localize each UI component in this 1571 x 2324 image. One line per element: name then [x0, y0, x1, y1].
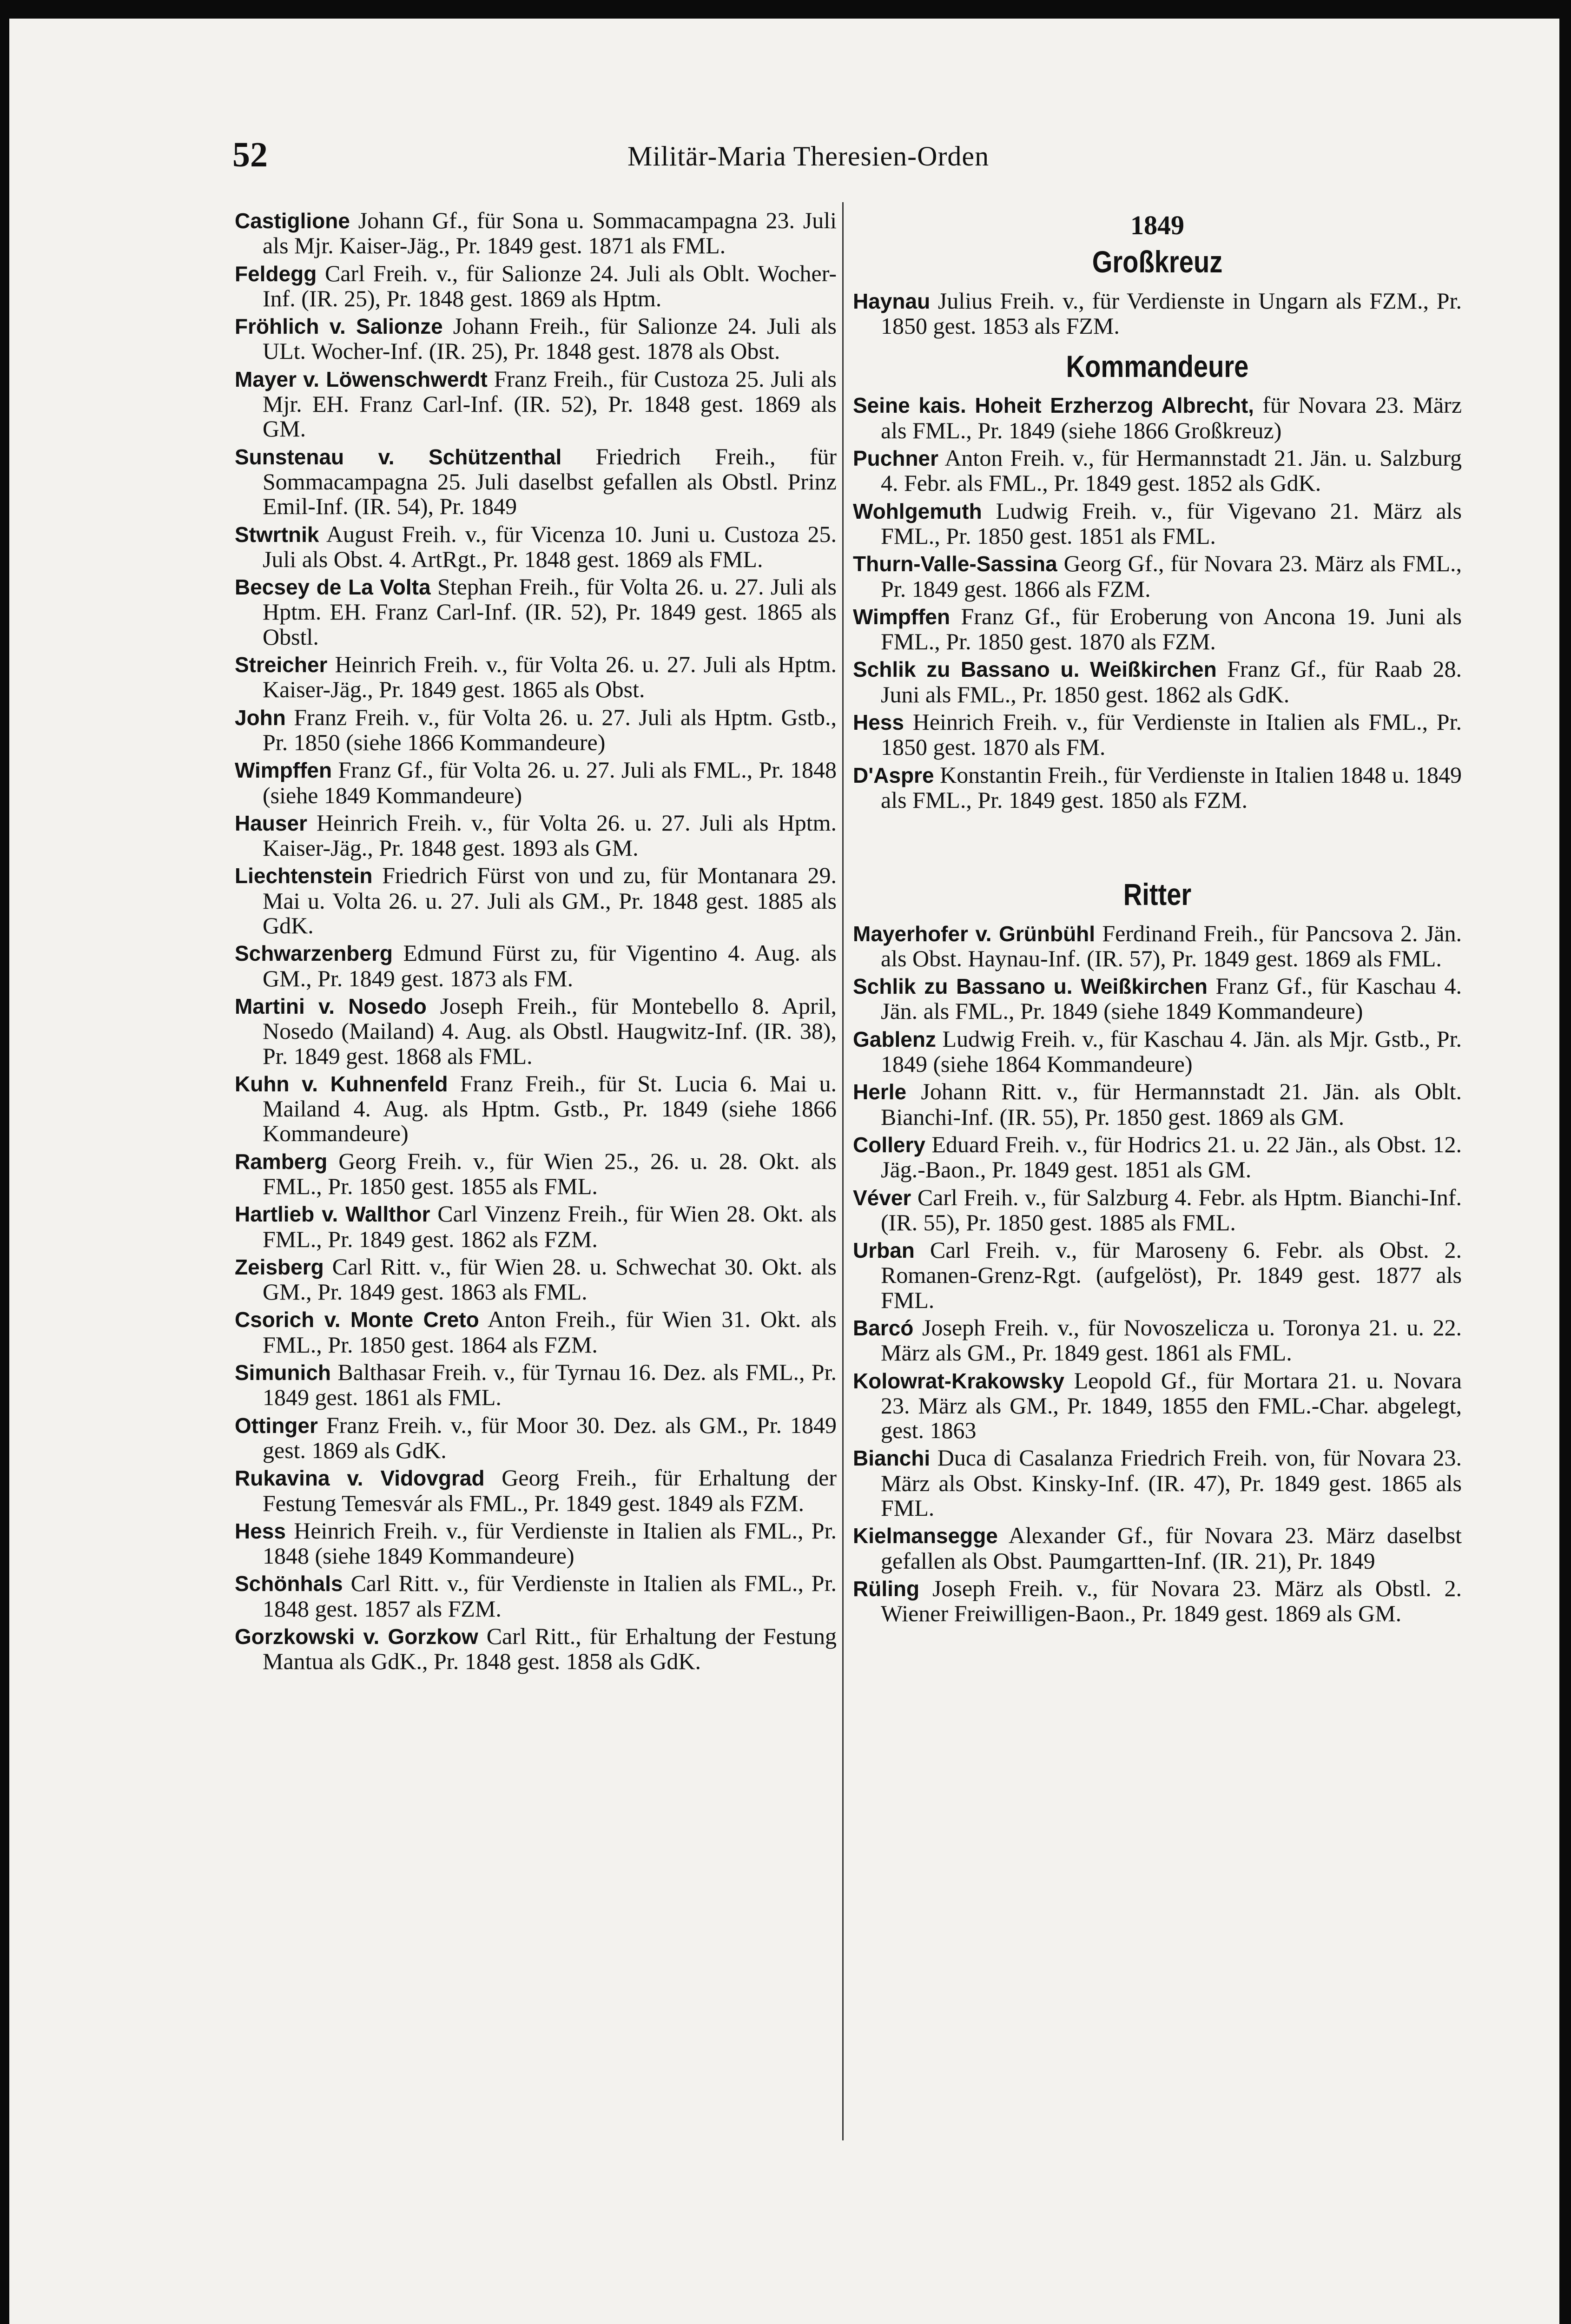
- entry-name: Kielmansegge: [853, 1524, 998, 1548]
- list-item: [235, 261, 837, 311]
- page-number: 52: [232, 135, 268, 174]
- entry-name: Schwarzenberg: [235, 941, 393, 966]
- entry-text: Ludwig Freih. v., für Kaschau 4. Jän. als Mjr. Gstb., Pr. 1849 (siehe 1864 Kommandeure): [881, 1025, 1462, 1077]
- column-divider: [842, 202, 844, 2140]
- list-item: [235, 1571, 837, 1621]
- entry-name: Collery: [853, 1132, 925, 1157]
- list-item: [853, 1368, 1462, 1443]
- entry-text: Johann Ritt. v., für Hermannstadt 21. Jän. als Oblt. Bianchi-Inf. (IR. 55), Pr. 1850 gest. 1869 als GM.: [881, 1078, 1462, 1130]
- list-item: [853, 974, 1462, 1024]
- list-item: [853, 446, 1462, 496]
- list-item: [235, 1519, 837, 1569]
- entry-name: Fröhlich v. Salionze: [235, 314, 443, 339]
- list-item: [853, 1576, 1462, 1626]
- running-title: Militär-Maria Theresien-Orden: [627, 141, 990, 172]
- list-item: [235, 1149, 837, 1199]
- entry-name: Barcó: [853, 1315, 914, 1340]
- section-heading-kommandeure: Kommandeure: [1066, 349, 1249, 384]
- entry-text: Carl Ritt. v., für Wien 28. u. Schwechat 30. Okt. als GM., Pr. 1849 gest. 1863 als FML.: [263, 1253, 837, 1305]
- entry-text: Ludwig Freih. v., für Vigevano 21. März als FML., Pr. 1850 gest. 1851 als FML.: [881, 497, 1462, 549]
- entry-text: Duca di Casalanza Friedrich Freih. von, für Novara 23. März als Obst. Kinsky-Inf. (IR. 47), Pr. 1849 gest. 1865 als FML.: [881, 1445, 1462, 1521]
- entry-name: Gablenz: [853, 1027, 936, 1051]
- list-item: [235, 1624, 837, 1674]
- entry-text: Joseph Freih. v., für Novara 23. März als Obstl. 2. Wiener Freiwilligen-Baon., Pr. 1849 gest. 1869 als GM.: [881, 1575, 1462, 1627]
- entry-text: Anton Freih., für Wien 31. Okt. als FML., Pr. 1850 gest. 1864 als FZM.: [263, 1306, 837, 1358]
- entry-name: Simunich: [235, 1360, 331, 1385]
- list-item: [235, 444, 837, 519]
- entry-text: Anton Freih. v., für Hermannstadt 21. Jän. u. Salzburg 4. Febr. als FML., Pr. 1849 gest. 1852 als GdK.: [881, 445, 1462, 496]
- entry-name: Bianchi: [853, 1446, 931, 1471]
- entry-name: Kolowrat-Krakowsky: [853, 1368, 1065, 1393]
- list-item: [235, 367, 837, 442]
- list-item: [235, 208, 837, 258]
- list-item: [235, 863, 837, 938]
- entry-name: Ramberg: [235, 1149, 328, 1174]
- entry-text: Johann Gf., für Sona u. Sommacampagna 23. Juli als Mjr. Kaiser-Jäg., Pr. 1849 gest. 1871 als FML.: [263, 207, 837, 259]
- entry-text: Carl Ritt. v., für Verdienste in Italien als FML., Pr. 1848 gest. 1857 als FZM.: [263, 1570, 837, 1622]
- entry-text: Franz Freih. v., für Volta 26. u. 27. Juli als Hptm. Gstb., Pr. 1850 (siehe 1866 Kommandeure): [263, 704, 837, 755]
- entry-name: Streicher: [235, 653, 328, 677]
- entry-name: Véver: [853, 1185, 911, 1210]
- year-heading: 1849: [1130, 210, 1184, 240]
- right-column: [853, 208, 1462, 1629]
- book-page: [9, 19, 1559, 2324]
- entry-name: Martini v. Nosedo: [235, 994, 427, 1018]
- entry-name: Wimpffen: [853, 604, 951, 629]
- list-item: [235, 758, 837, 808]
- list-item: [235, 1202, 837, 1252]
- entry-name: Schlik zu Bassano u. Weißkirchen: [853, 657, 1217, 682]
- entry-text: Georg Gf., für Novara 23. März als FML., Pr. 1849 gest. 1866 als FZM.: [881, 550, 1462, 602]
- list-item: [235, 705, 837, 755]
- list-item: [853, 499, 1462, 549]
- entry-text: Johann Freih., für Salionze 24. Juli als ULt. Wocher-Inf. (IR. 25), Pr. 1848 gest. 1878 als Obst.: [263, 313, 837, 364]
- list-item: [853, 657, 1462, 707]
- entry-name: Schlik zu Bassano u. Weißkirchen: [853, 974, 1208, 999]
- entry-text: Carl Freih. v., für Salionze 24. Juli als Oblt. Wocher-Inf. (IR. 25), Pr. 1848 gest. 1869 als Hptm.: [263, 260, 837, 311]
- entry-name: Mayer v. Löwenschwerdt: [235, 367, 488, 391]
- list-item: [235, 522, 837, 572]
- entry-name: Csorich v. Monte Creto: [235, 1307, 479, 1332]
- list-item: [853, 1446, 1462, 1520]
- entry-name: Liechtenstein: [235, 864, 373, 888]
- list-item: [853, 551, 1462, 601]
- list-item: [853, 1185, 1462, 1235]
- kommandeure-list: [853, 393, 1462, 812]
- entry-name: Thurn-Valle-Sassina: [853, 552, 1057, 576]
- entry-text: Carl Freih. v., für Maroseny 6. Febr. als Obst. 2. Romanen-Grenz-Rgt. (aufgelöst), Pr. 1849 gest. 1877 als FML.: [881, 1237, 1462, 1313]
- entry-text: Alexander Gf., für Novara 23. März daselbst gefallen als Obst. Paumgartten-Inf. (IR. 21), Pr. 1849: [881, 1522, 1462, 1574]
- list-item: [853, 289, 1462, 339]
- entry-name: Kuhn v. Kuhnenfeld: [235, 1071, 448, 1096]
- list-item: [235, 1307, 837, 1357]
- entry-text: Carl Vinzenz Freih., für Wien 28. Okt. als FML., Pr. 1849 gest. 1862 als FZM.: [263, 1201, 837, 1252]
- entry-text: Franz Freih., für St. Lucia 6. Mai u. Mailand 4. Aug. als Hptm. Gstb., Pr. 1849 (siehe 1866 Kommandeure): [263, 1070, 837, 1147]
- grosskreuz-list: [853, 289, 1462, 339]
- entry-text: Franz Gf., für Kaschau 4. Jän. als FML., Pr. 1849 (siehe 1849 Kommandeure): [881, 973, 1462, 1024]
- entry-text: Joseph Freih. v., für Novoszelicza u. Toronya 21. u. 22. März als GM., Pr. 1849 gest. 1861 als FML.: [881, 1314, 1462, 1366]
- list-item: [235, 652, 837, 702]
- entry-text: Georg Freih., für Erhaltung der Festung Temesvár als FML., Pr. 1849 gest. 1849 als FZM.: [263, 1465, 837, 1516]
- entry-text: August Freih. v., für Vicenza 10. Juni u. Custoza 25. Juli als Obst. 4. ArtRgt., Pr. 1848 gest. 1869 als FML.: [263, 521, 837, 572]
- entry-text: Stephan Freih., für Volta 26. u. 27. Juli als Hptm. EH. Franz Carl-Inf. (IR. 52), Pr. 1849 gest. 1865 als Obstl.: [263, 574, 837, 650]
- list-item: [235, 1254, 837, 1305]
- entry-name: Ottinger: [235, 1413, 318, 1438]
- entry-name: Herle: [853, 1080, 907, 1104]
- entry-text: Franz Gf., für Raab 28. Juni als FML., Pr. 1850 gest. 1862 als GdK.: [881, 656, 1462, 707]
- entry-name: Hess: [235, 1519, 286, 1543]
- list-item: [235, 574, 837, 649]
- section-heading-grosskreuz: Großkreuz: [1092, 244, 1223, 279]
- entry-text: Joseph Freih., für Montebello 8. April, Nosedo (Mailand) 4. Aug. als Obstl. Haugwitz-Inf. (IR. 38), Pr. 1849 gest. 1868 als FML.: [263, 992, 837, 1069]
- list-item: [235, 994, 837, 1069]
- entry-text: Friedrich Freih., für Sommacampagna 25. Juli daselbst gefallen als Obstl. Prinz Emil-Inf. (IR. 54), Pr. 1849: [263, 443, 837, 520]
- entry-name: Mayerhofer v. Grünbühl: [853, 921, 1096, 946]
- left-column: [235, 208, 837, 1677]
- list-item: [853, 1238, 1462, 1313]
- entry-name: Gorzkowski v. Gorzkow: [235, 1624, 478, 1649]
- entry-name: Becsey de La Volta: [235, 575, 431, 600]
- entry-name: Haynau: [853, 289, 931, 313]
- entry-name: John: [235, 705, 286, 730]
- entry-name: Wimpffen: [235, 758, 332, 783]
- section-heading-ritter: Ritter: [1123, 877, 1192, 912]
- list-item: [853, 1523, 1462, 1573]
- entry-name: Urban: [853, 1238, 915, 1263]
- entry-name: Hauser: [235, 811, 307, 835]
- entry-text: Georg Freih. v., für Wien 25., 26. u. 28. Okt. als FML., Pr. 1850 gest. 1855 als FML.: [263, 1148, 837, 1199]
- entry-name: Puchner: [853, 446, 939, 471]
- entry-name: Wohlgemuth: [853, 499, 982, 523]
- entry-text: Franz Gf., für Eroberung von Ancona 19. Juni als FML., Pr. 1850 gest. 1870 als FZM.: [881, 603, 1462, 655]
- list-item: [853, 393, 1462, 443]
- entry-name: Seine kais. Hoheit Erzherzog Albrecht,: [853, 393, 1254, 418]
- entry-text: Franz Freih., für Custoza 25. Juli als Mjr. EH. Franz Carl-Inf. (IR. 52), Pr. 1848 gest. 1869 als GM.: [263, 365, 837, 442]
- ritter-list: [853, 921, 1462, 1626]
- entry-text: Heinrich Freih. v., für Verdienste in Italien als FML., Pr. 1848 (siehe 1849 Kommandeure): [263, 1517, 837, 1569]
- list-item: [235, 1071, 837, 1146]
- list-item: [853, 1315, 1462, 1366]
- entry-name: Rüling: [853, 1576, 920, 1601]
- list-item: [853, 921, 1462, 971]
- entry-name: Hess: [853, 710, 904, 735]
- entry-text: Konstantin Freih., für Verdienste in Italien 1848 u. 1849 als FML., Pr. 1849 gest. 1850 als FZM.: [881, 761, 1462, 813]
- entry-text: Heinrich Freih. v., für Volta 26. u. 27. Juli als Hptm. Kaiser-Jäg., Pr. 1848 gest. 1893 als GM.: [263, 809, 837, 861]
- entry-text: Eduard Freih. v., für Hodrics 21. u. 22 Jän., als Obst. 12. Jäg.-Baon., Pr. 1849 gest. 1851 als GM.: [881, 1131, 1462, 1183]
- list-item: [853, 1079, 1462, 1129]
- entry-name: Rukavina v. Vidovgrad: [235, 1466, 485, 1491]
- entry-name: Stwrtnik: [235, 522, 319, 547]
- entry-text: Franz Freih. v., für Moor 30. Dez. als GM., Pr. 1849 gest. 1869 als GdK.: [263, 1412, 837, 1463]
- entry-text: Carl Freih. v., für Salzburg 4. Febr. als Hptm. Bianchi-Inf. (IR. 55), Pr. 1850 gest. 1885 als FML.: [881, 1184, 1462, 1235]
- entry-text: Carl Ritt., für Erhaltung der Festung Mantua als GdK., Pr. 1848 gest. 1858 als GdK.: [263, 1623, 837, 1675]
- entry-text: Edmund Fürst zu, für Vigentino 4. Aug. als GM., Pr. 1849 gest. 1873 als FM.: [263, 940, 837, 991]
- list-item: [235, 314, 837, 364]
- entry-text: Balthasar Freih. v., für Tyrnau 16. Dez. als FML., Pr. 1849 gest. 1861 als FML.: [263, 1359, 837, 1411]
- list-item: [235, 1413, 837, 1463]
- list-item: [235, 1466, 837, 1516]
- entry-text: Heinrich Freih. v., für Volta 26. u. 27. Juli als Hptm. Kaiser-Jäg., Pr. 1849 gest. 1865 als Obst.: [263, 651, 837, 703]
- list-item: [853, 763, 1462, 813]
- entry-name: Sunstenau v. Schützenthal: [235, 444, 562, 469]
- entry-name: Castiglione: [235, 209, 350, 233]
- entry-name: Schönhals: [235, 1571, 343, 1596]
- entry-name: Feldegg: [235, 261, 317, 286]
- list-item: [853, 1027, 1462, 1077]
- entry-text: für Novara 23. März als FML., Pr. 1849 (siehe 1866 Großkreuz): [881, 392, 1462, 443]
- list-item: [235, 1360, 837, 1410]
- entry-name: D'Aspre: [853, 763, 934, 787]
- section-spacer: [853, 815, 1462, 866]
- entry-text: Franz Gf., für Volta 26. u. 27. Juli als FML., Pr. 1848 (siehe 1849 Kommandeure): [263, 757, 837, 808]
- list-item: [235, 941, 837, 991]
- entry-text: Friedrich Fürst von und zu, für Montanara 29. Mai u. Volta 26. u. 27. Juli als GM., Pr. 1848 gest. 1885 als GdK.: [263, 862, 837, 939]
- entry-name: Zeisberg: [235, 1254, 324, 1279]
- entry-text: Julius Freih. v., für Verdienste in Ungarn als FZM., Pr. 1850 gest. 1853 als FZM.: [881, 287, 1462, 339]
- list-item: [853, 604, 1462, 654]
- list-item: [853, 1132, 1462, 1182]
- entry-text: Leopold Gf., für Mortara 21. u. Novara 23. März als GM., Pr. 1849, 1855 den FML.-Char. abgelegt, gest. 1863: [881, 1367, 1462, 1444]
- list-item: [235, 811, 837, 861]
- list-item: [853, 710, 1462, 760]
- entry-name: Hartlieb v. Wallthor: [235, 1202, 430, 1227]
- entry-text: Ferdinand Freih., für Pancsova 2. Jän. als Obst. Haynau-Inf. (IR. 57), Pr. 1849 gest. 1869 als FML.: [881, 920, 1462, 971]
- entry-text: Heinrich Freih. v., für Verdienste in Italien als FML., Pr. 1850 gest. 1870 als FM.: [881, 709, 1462, 760]
